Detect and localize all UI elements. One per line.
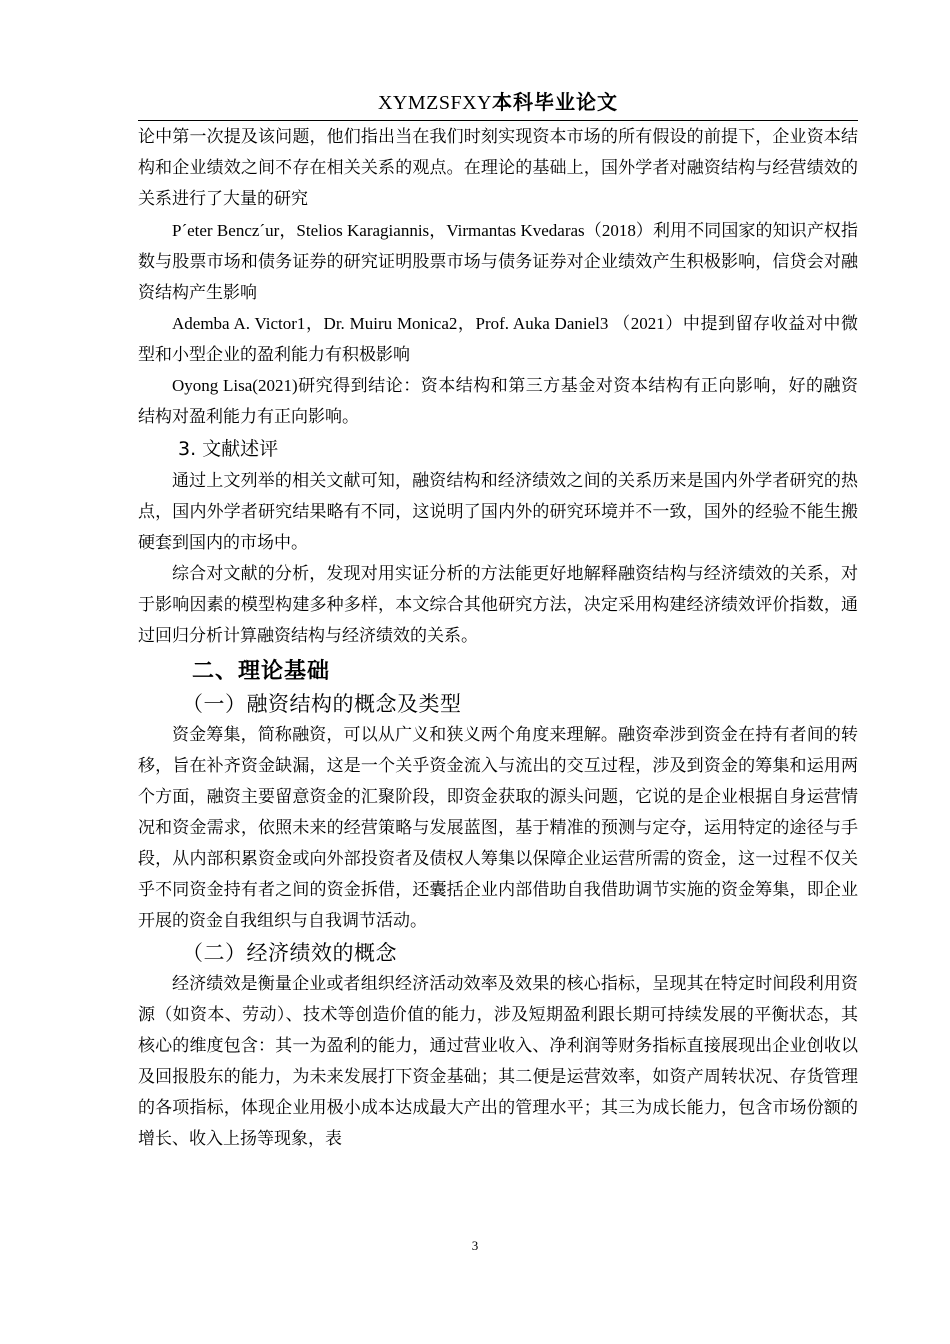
paragraph-7: 资金筹集，简称融资，可以从广义和狭义两个角度来理解。融资牵涉到资金在持有者间的转移，旨在补齐资金缺漏，这是一个关乎资金流入与流出的交互过程，涉及到资金的筹集和运用两个方面，融资主要留意资金的汇聚阶段，即资金获取的源头问题，它说的是企业根据自身运营情况和资金需求，依照未来的经营策略与发展蓝图，基于精准的预测与定夺，运用特定的途径与手段，从内部积累资金或向外部投资者及债权人筹集以保障企业运营所需的资金，这一过程不仅关乎不同资金持有者之间的资金拆借，还囊括企业内部借助自我借助调节实施的资金筹集，即企业开展的资金自我组织与自我调节活动。: [138, 725, 858, 931]
paragraph-2: P´eter Bencz´ur，Stelios Karagiannis，Virmantas Kvedaras（2018）利用不同国家的知识产权指数与股票市场和债务证券的研究证明股票市场与债务证券对企业绩效产生积极影响，信贷会对融资结构产生影响: [138, 221, 858, 302]
paragraph-5: 通过上文列举的相关文献可知，融资结构和经济绩效之间的关系历来是国内外学者研究的热点，国内外学者研究结果略有不同，这说明了国内外的研究环境并不一致，国外的经验不能生搬硬套到国内的市场中。: [138, 471, 858, 553]
paragraph-1: 论中第一次提及该问题，他们指出当在我们时刻实现资本市场的所有假设的前提下，企业资本结构和企业绩效之间不存在相关关系的观点。在理论的基础上，国外学者对融资结构与经营绩效的关系进行了大量的研究: [138, 127, 858, 209]
section-heading-literature-review: 3. 文献述评: [178, 438, 279, 460]
paragraph-4: Oyong Lisa(2021)研究得到结论：资本结构和第三方基金对资本结构有正向影响，好的融资结构对盈利能力有正向影响。: [138, 376, 858, 426]
page-number: 3: [471, 1238, 479, 1253]
paragraph-8: 经济绩效是衡量企业或者组织经济活动效率及效果的核心指标，呈现其在特定时间段利用资源（如资本、劳动）、技术等创造价值的能力，涉及短期盈利跟长期可持续发展的平衡状态，其核心的维度包含：其一为盈利的能力，通过营业收入、净利润等财务指标直接展现出企业创收以及回报股东的能力，为未来发展打下资金基础；其二便是运营效率，如资产周转状况、存货管理的各项指标，体现企业用极小成本达成最大产出的管理水平；其三为成长能力，包含市场份额的增长、收入上扬等现象，表: [138, 974, 858, 1149]
subsection-heading-economic-performance: （二）经济绩效的概念: [182, 941, 397, 965]
chapter-heading-theory: 二、理论基础: [192, 659, 331, 684]
paragraph-6: 综合对文献的分析，发现对用实证分析的方法能更好地解释融资结构与经济绩效的关系，对于影响因素的模型构建多种多样，本文综合其他研究方法，决定采用构建经济绩效评价指数，通过回归分析计算融资结构与经济绩效的关系。: [138, 564, 858, 646]
header-rule: [138, 120, 858, 121]
subsection-heading-financing-structure: （一）融资结构的概念及类型: [182, 692, 462, 716]
header-doc-type: 本科毕业论文: [492, 90, 619, 114]
page-header: [138, 88, 858, 117]
header-school-code: XYMZSFXY: [377, 92, 493, 114]
paragraph-3: Ademba A. Victor1，Dr. Muiru Monica2，Prof. Auka Daniel3 （2021）中提到留存收益对中微型和小型企业的盈利能力有积极影响: [138, 314, 858, 364]
page-body: [138, 122, 858, 1155]
